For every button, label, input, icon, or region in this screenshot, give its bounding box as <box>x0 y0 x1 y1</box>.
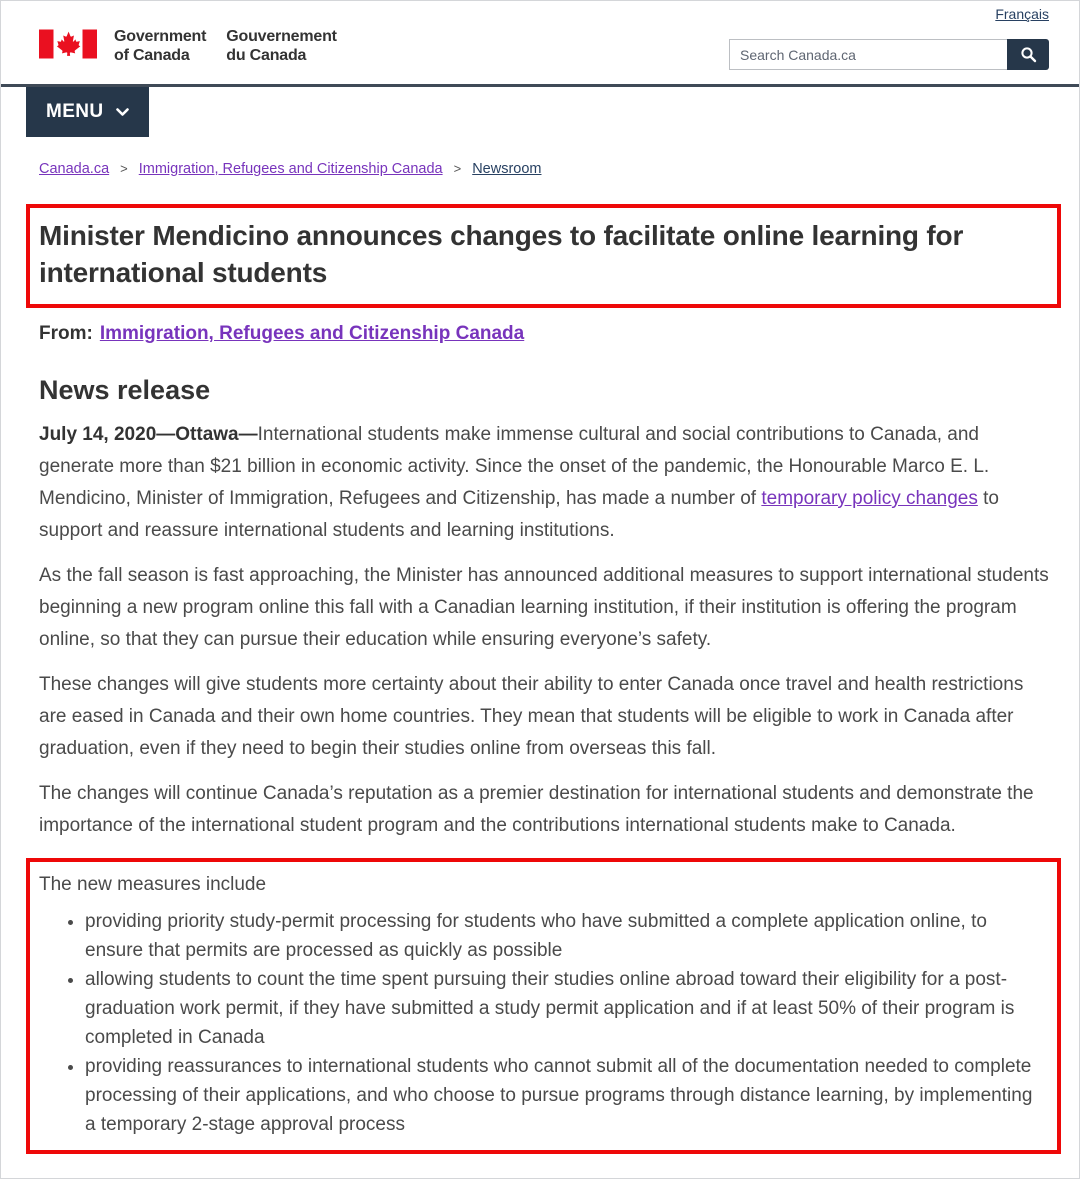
dateline-bold: July 14, 2020—Ottawa— <box>39 424 258 445</box>
temporary-policy-changes-link[interactable]: temporary policy changes <box>761 488 978 509</box>
wordmark-en-line2: of Canada <box>114 47 190 64</box>
paragraph-dateline <box>39 419 1049 547</box>
breadcrumb-newsroom[interactable]: Newsroom <box>472 161 542 177</box>
wordmark-fr-line2: du Canada <box>226 47 307 64</box>
breadcrumb-separator: > <box>453 161 462 176</box>
measure-item-two-stage-approval: • providing reassurances to international students who cannot submit all of the documentation needed to complete processing of their applications, and who choose to pursue programs through distance learning, by implementing a temporary 2-stage approval process <box>85 1052 1048 1139</box>
annotation-highlight-title <box>26 204 1061 308</box>
breadcrumb-ircc[interactable]: Immigration, Refugees and Citizenship Canada <box>138 161 443 177</box>
wordmark-text <box>114 27 337 65</box>
measures-list <box>39 907 1048 1139</box>
menu-button[interactable] <box>26 87 149 137</box>
news-release-heading: News release <box>39 375 211 405</box>
search-icon <box>1020 46 1037 63</box>
breadcrumb-separator: > <box>120 161 128 176</box>
site-header <box>1 1 1079 87</box>
from-line <box>39 323 1049 345</box>
page-title: Minister Mendicino announces changes to facilitate online learning for international students <box>39 220 964 288</box>
breadcrumb-canada-ca[interactable]: Canada.ca <box>39 161 110 177</box>
wordmark-fr-line1: Gouvernement <box>226 28 337 45</box>
from-department-link[interactable]: Immigration, Refugees and Citizenship Canada <box>99 323 525 344</box>
paragraph-4: The changes will continue Canada’s reputation as a premier destination for international students and demonstrate the importance of the international student program and the contributions international students make to Canada. <box>39 783 1034 836</box>
measure-item-priority-processing: • providing priority study-permit processing for students who have submitted a complete application online, to ensure that permits are processed as quickly as possible <box>85 907 1048 965</box>
measure-item-time-abroad: • allowing students to count the time spent pursuing their studies online abroad toward their eligibility for a post-graduation work permit, if they have submitted a study permit application and if at least 50% of their program is completed in Canada <box>85 965 1048 1052</box>
paragraph-1-text-end: to support and reassure international students and learning institutions. <box>39 488 999 541</box>
from-label: From: <box>39 323 93 344</box>
chevron-down-icon <box>116 108 129 117</box>
search-button[interactable] <box>1007 39 1049 70</box>
paragraph-3: These changes will give students more certainty about their ability to enter Canada once travel and health restrictions are eased in Canada and their own home countries. They mean that students will be eligible to work in Canada after graduation, even if they need to begin their studies online from overseas this fall. <box>39 674 1024 759</box>
government-of-canada-signature[interactable] <box>39 27 337 65</box>
paragraph-1-text: International students make immense cultural and social contributions to Canada, and generate more than $21 billion in economic activity. Since the onset of the pandemic, the Honourable Marco E. L. Mendicino, Minister of Immigration, Refugees and Citizenship, has made a number of <box>39 424 990 509</box>
canada-flag-icon <box>39 29 97 59</box>
language-toggle-link[interactable]: Français <box>995 6 1049 22</box>
paragraph-2: As the fall season is fast approaching, the Minister has announced additional measures to support international students beginning a new program online this fall with a Canadian learning institution, if their institution is offering the program online, so that they can pursue their education while ensuring everyone’s safety. <box>39 565 1049 650</box>
site-search <box>729 39 1049 70</box>
measures-intro: The new measures include <box>39 874 267 895</box>
breadcrumb <box>39 159 1049 179</box>
wordmark-en-line1: Government <box>114 28 207 45</box>
menu-button-label: MENU <box>46 101 104 122</box>
search-input[interactable] <box>729 39 1007 70</box>
article-content <box>1 204 1079 1178</box>
annotation-highlight-measures <box>26 858 1061 1154</box>
